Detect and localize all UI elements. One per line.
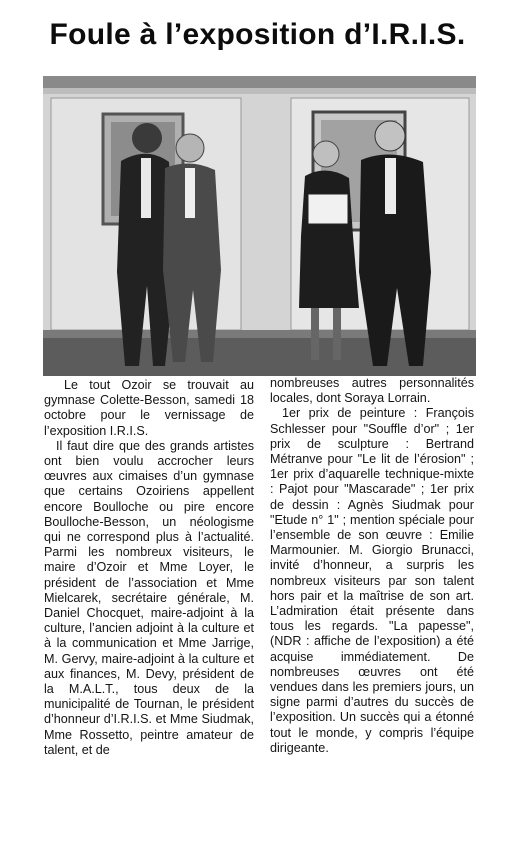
photo-illustration <box>43 76 476 376</box>
article-column-left <box>44 378 254 758</box>
paragraph: nombreuses autres personnalités locales, dont Soraya Lorrain. <box>270 376 474 406</box>
article-column-right <box>270 376 474 756</box>
exhibition-photo <box>43 76 476 376</box>
paragraph: Il faut dire que des grands artistes ont bien voulu accrocher leurs œuvres aux cimaises d’un gymnase que certains Ozoiriens appellent encore Boulloche ou pire encore Boulloche-Besson, un néologisme qui ne correspond plus à l’actualité. Parmi les nombreux visiteurs, le maire d’Ozoir et Mme Loyer, le président de l’association et Mme Mielcarek, secrétaire générale, M. Daniel Chocquet, maire-adjoint à la culture, l’ancien adjoint à la culture et à la communication et Mme Jarrige, M. Gervy, maire-adjoint à la culture et aux finances, M. Devy, président de la M.A.L.T., tous deux de la municipalité de Tournan, le président d’honneur d’I.R.I.S. et Mme Siudmak, Mme Rossetto, peintre amateur de talent, et de <box>44 438 254 757</box>
paragraph: 1er prix de peinture : François Schlesser pour "Souffle d’or" ; 1er prix de sculpture : Bertrand Métranve pour "Le lit de l’érosion" ; 1er prix d’aquarelle technique-mixte : Pajot pour "Mascarade" ; 1er prix de dessin : Agnès Siudmak pour "Etude n° 1" ; mention spéciale pour l’ensemble de son œuvre : Emilie Marmounier. M. Giorgio Brunacci, invité d’honneur, a surpris les nombreux visiteurs par son talent hors pair et la maîtrise de son art. L’admiration était présente dans tous les regards. "La papesse", (NDR : affiche de l’exposition) a été acquise immédiatement. De nombreuses œuvres ont été vendues dans les premiers jours, un signe parmi d’autres du succès de l’exposition. Un succès qui a étonné tout le monde, y compris l’équipe dirigeante. <box>270 406 474 755</box>
paragraph: Le tout Ozoir se trouvait au gymnase Colette-Besson, samedi 18 octobre pour le vernissage de l’exposition I.R.I.S. <box>44 378 254 438</box>
article-headline: Foule à l’exposition d’I.R.I.S. <box>49 18 466 51</box>
